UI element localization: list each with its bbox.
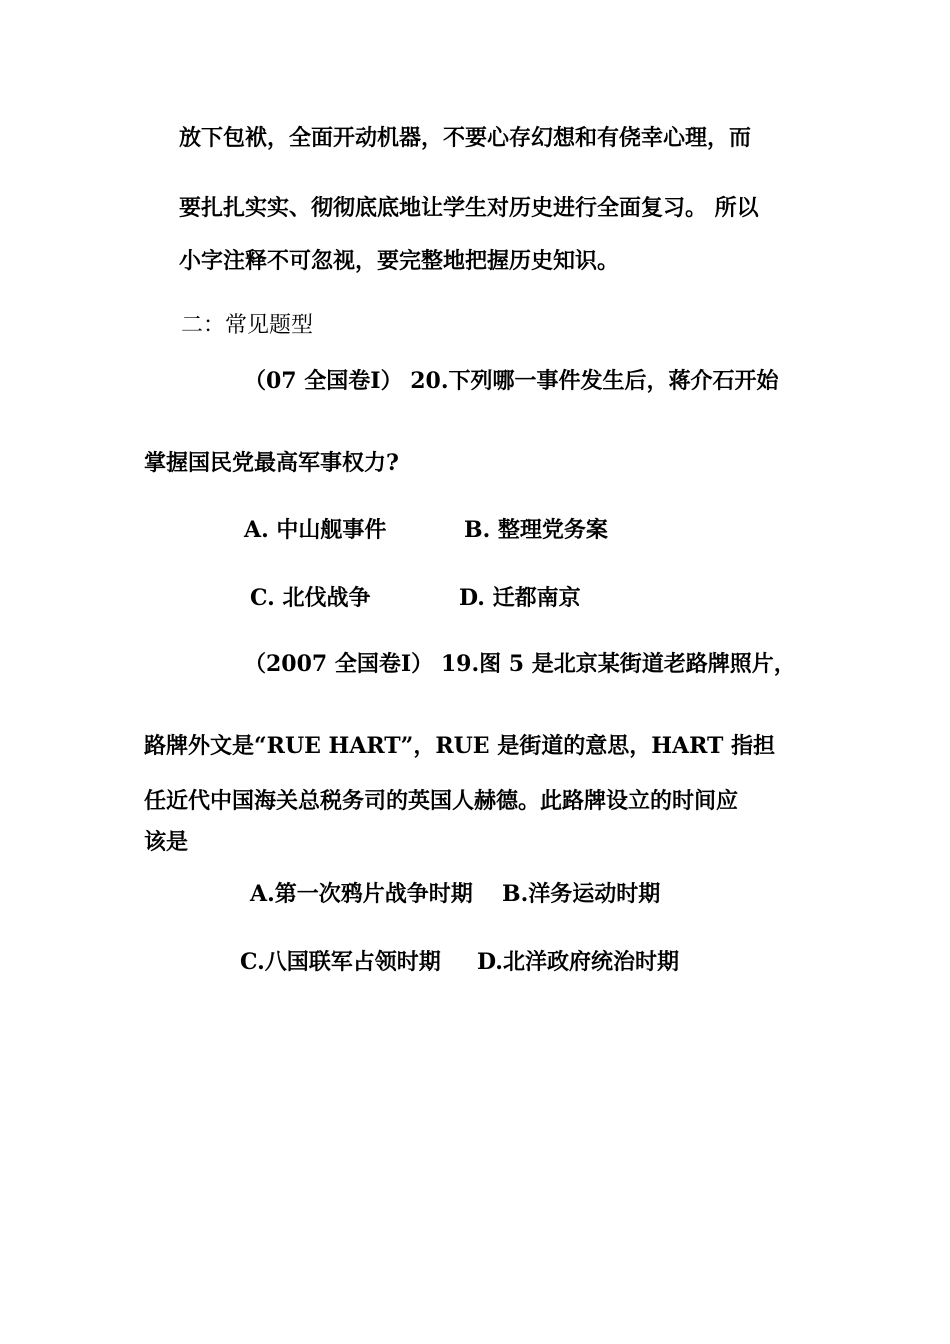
question-2-option-c: C.八国联军占领时期 [240,949,441,975]
question-2-stem-line-3: 任近代中国海关总税务司的英国人赫德。此路牌设立的时间应 [144,788,739,814]
paragraph-line-2: 要扎扎实实、彻彻底底地让学生对历史进行全面复习。 所以 [179,195,759,221]
question-1-option-b: B. 整理党务案 [464,517,608,543]
section-heading: 二：常见题型 [181,313,314,338]
question-2-stem-line-1: （2007 全国卷Ⅰ） 19.图 5 是北京某街道老路牌照片， [244,651,796,677]
paragraph-line-1: 放下包袱，全面开动机器，不要心存幻想和有侥幸心理，而 [179,125,752,151]
question-2-option-b: B.洋务运动时期 [502,881,661,907]
question-1-option-d: D. 迁都南京 [459,585,581,611]
question-1-stem-line-2: 掌握国民党最高军事权力? [144,450,399,476]
question-2-option-a: A.第一次鸦片战争时期 [250,881,473,907]
question-1-option-a: A. 中山舰事件 [244,517,387,543]
question-2-stem-line-2: 路牌外文是“RUE HART”，RUE 是街道的意思，HART 指担 [144,733,776,759]
question-1-stem-line-1: （07 全国卷Ⅰ） 20.下列哪一事件发生后，蒋介石开始 [244,368,779,394]
question-2-stem-line-4: 该是 [144,829,189,855]
paragraph-line-3: 小字注释不可忽视，要完整地把握历史知识。 [179,248,620,274]
question-1-option-c: C. 北伐战争 [250,585,371,611]
question-2-option-d: D.北洋政府统治时期 [477,949,679,975]
